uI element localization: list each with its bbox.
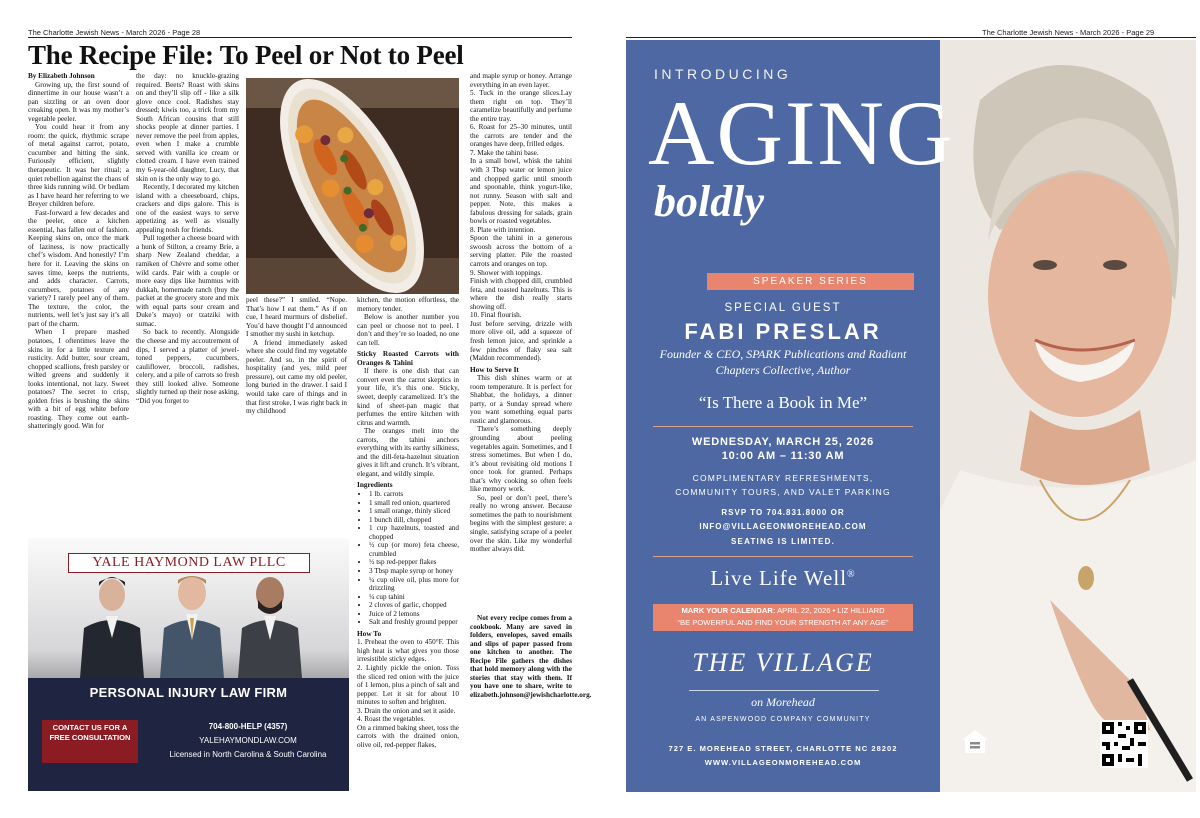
law-firm-banner: PERSONAL INJURY LAW FIRM xyxy=(28,678,349,708)
head-rule xyxy=(28,37,572,38)
step: 2. Lightly pickle the onion. Toss the sliced red onion with the juice of 1 lemon, plus a pinch of salt and pepper. Let it sit for about 10 minutes to soften and brighten. xyxy=(357,663,459,707)
ingredient-item: • 2 cloves of garlic, chopped xyxy=(369,601,459,610)
step: 6. Roast for 25–30 minutes, until the carrots are tender and the oranges have deep, frilled edges. xyxy=(470,123,572,149)
step: On a rimmed baking sheet, toss the carrots with the drained onion, olive oil, red-pepper flakes, xyxy=(357,723,459,749)
article-column-5 xyxy=(470,72,572,612)
paragraph: So back to recently. Alongside the cheese and my accoutrement of dips, I served a platter of jewel-toned peppers, cucumbers, cauliflower, broccoli, radishes, celery, and a pile of carrots so fresh they still looked alive. Someone slightly turned up their nose asking, “Did you forget to xyxy=(136,328,240,405)
paragraph: Recently, I decorated my kitchen island with a cheeseboard, chips, crackers and dips galore. This is one of the easiest ways to serve appetizing as well as visually appealing nosh for friends. xyxy=(136,183,239,234)
step: In a small bowl, whisk the tahini with 3 Tbsp water or lemon juice and chopped garlic until smooth and spoonable, think yogurt-like, not runny. Season with salt and pepper. Note, this makes a fabulous dressing for salads, grain bowls or roasted vegetables. xyxy=(470,157,572,226)
ingredient-item: • 1 small orange, thinly sliced xyxy=(369,507,459,516)
paragraph: Below is another number you can peel or choose not to peel. I don’t and they’re so loaded, no one can tell. xyxy=(357,313,459,347)
village-ad[interactable] xyxy=(626,40,1196,792)
step: 8. Plate with intention. xyxy=(470,225,536,234)
article-column-4 xyxy=(357,296,459,792)
event-time-line: 10:00 AM – 11:30 AM xyxy=(721,450,845,462)
law-phone[interactable]: 704-800-HELP (4357) xyxy=(208,722,288,731)
ingredient-item: • 1 small red onion, quartered xyxy=(369,499,459,508)
equal-housing-icon xyxy=(960,727,990,757)
smiling-woman-image xyxy=(940,40,1196,792)
consultation-button[interactable]: CONTACT US FOR A FREE CONSULTATION xyxy=(42,720,138,763)
special-guest-label: SPECIAL GUEST xyxy=(724,302,842,314)
aspenwood-line: AN ASPENWOOD COMPANY COMMUNITY xyxy=(695,716,871,723)
amenities-line-2: COMMUNITY TOURS, AND VALET PARKING xyxy=(675,487,891,497)
ingredient-item: • 3 Tbsp maple syrup or honey xyxy=(369,567,459,576)
ingredient-item: • ¼ cup tahini xyxy=(369,593,459,602)
paragraph: If there is one dish that can convert even the carrot skeptics in your life, it’s this one. Sticky, sweet, deeply caramelized. It’s the kind of sheet-pan magic that perfumes the entire kitchen with citrus and warmth. xyxy=(357,367,459,427)
live-life-well-text: Live Life Well xyxy=(710,566,848,590)
paragraph: Pull together a cheese board with a hunk of Stilton, a creamy Brie, a sharp New Zealand cheddar, a ramiken of Chèvre and some other wild cards. Pair with a couple or more easy dips like hummus with dukkah, homemade ranch (buy the packet at the grocery store and mix with equal parts sour cream and Duke’s mayo) or tzatziki with sumac. xyxy=(136,234,239,328)
article-column-2 xyxy=(136,72,239,532)
speaker-name: FABI PRESLAR xyxy=(684,319,882,344)
law-website[interactable]: YALEHAYMONDLAW.COM xyxy=(199,736,297,745)
recipe-title: Sticky Roasted Carrots with Oranges & Tahini xyxy=(357,349,459,367)
ad-photo-area xyxy=(28,538,349,678)
serve-heading: How to Serve It xyxy=(470,364,519,374)
law-firm-ad[interactable] xyxy=(28,538,349,791)
step: and maple syrup or honey. Arrange everything in an even layer. xyxy=(470,72,572,89)
ingredient-item: • 1 bunch dill, chopped xyxy=(369,516,459,525)
footer-note: Not every recipe comes from a cookbook. Many are saved in folders, envelopes, saved emails and slips of paper passed from one kitchen to another. The Recipe File gathers the dishes that hold memory along with the stories that stay with them. If you have one to share, write to elizabeth.johnson@jewishcharlotte.org. xyxy=(470,614,592,699)
paragraph: This dish shines warm or at room temperature. It is perfect for Shabbat, the holidays, a dinner party, or a Sunday spread where you want something equal parts rustic and glamorous. xyxy=(470,374,572,425)
speaker-series-bar: SPEAKER SERIES xyxy=(707,273,914,290)
step: 1. Preheat the oven to 450°F. This high heat is what gives you those irresistible sticky edges. xyxy=(357,638,459,664)
mark-calendar-box xyxy=(653,604,913,631)
divider xyxy=(653,426,913,427)
address-line: 727 E. MOREHEAD STREET, CHARLOTTE NC 28202 xyxy=(668,744,898,753)
how-to-heading: How To xyxy=(357,628,382,638)
village-logo xyxy=(626,648,940,678)
step: Spoon the tahini in a generous swoosh across the bottom of a serving platter. Pile the roasted carrots and oranges on top. xyxy=(470,234,572,269)
article-column-1 xyxy=(28,72,129,532)
on-morehead: on Morehead xyxy=(751,695,815,709)
step: 7. Make the tahini base. xyxy=(470,148,539,157)
rsvp-phone[interactable]: RSVP TO 704.831.8000 OR xyxy=(721,508,845,517)
speaker-role: Founder & CEO, SPARK Publications and Radiant Chapters Collective, Author xyxy=(659,347,907,377)
village-address xyxy=(626,742,940,770)
step: Finish with chopped dill, crumbled feta, and toasted hazelnuts. This is where the dish really starts showing off. xyxy=(470,277,572,311)
registered-mark: ® xyxy=(847,569,856,580)
article-title: The Recipe File: To Peel or Not to Peel xyxy=(28,40,464,70)
ingredients-list xyxy=(357,490,459,627)
law-firm-logo: YALE HAYMOND LAW PLLC xyxy=(68,553,310,573)
mark-calendar-line-2: “BE POWERFUL AND FIND YOUR STRENGTH AT ANY AGE” xyxy=(677,618,889,627)
law-contact-area xyxy=(28,708,349,791)
amenities-line-1: COMPLIMENTARY REFRESHMENTS, xyxy=(692,473,874,483)
ad-boldly: boldly xyxy=(654,177,764,226)
attorneys-photo xyxy=(28,538,349,678)
rsvp-email[interactable]: INFO@VILLAGEONMOREHEAD.COM xyxy=(699,522,867,531)
logo-rule xyxy=(689,690,879,691)
paragraph: There’s something deeply grounding about peeling vegetables again. Sometimes, and I stress sometimes. But when I do, it’s about revisiting old motions I once took for granted. Perhaps that’s why cooking so often feels like memory work. xyxy=(470,425,572,494)
qr-code-icon[interactable] xyxy=(1100,720,1148,768)
ingredient-item: • 1 cup hazelnuts, toasted and chopped xyxy=(369,524,459,541)
talk-title: “Is There a Book in Me” xyxy=(698,393,868,412)
ingredient-item: • Salt and freshly ground pepper xyxy=(369,618,459,627)
recipe-photo xyxy=(246,78,459,294)
event-date-line: WEDNESDAY, MARCH 25, 2026 xyxy=(691,436,875,448)
event-date xyxy=(626,435,940,463)
byline: By Elizabeth Johnson xyxy=(28,72,95,80)
ingredients-heading: Ingredients xyxy=(357,480,393,490)
step: 4. Roast the vegetables. xyxy=(357,715,426,724)
running-head: The Charlotte Jewish News - March 2026 - Page 28 xyxy=(28,28,201,37)
ingredient-item: • 1 lb. carrots xyxy=(369,490,459,499)
ingredient-item: • ½ tsp red-pepper flakes xyxy=(369,558,459,567)
ad-portrait-photo xyxy=(940,40,1196,792)
paragraph: Growing up, the first sound of dinnertime in our house wasn’t a pan sizzling or an oven door creaking open. It was my mother’s vegetable peeler. xyxy=(28,80,129,123)
event-amenities xyxy=(626,471,940,499)
article-column-3 xyxy=(246,296,347,532)
step: 9. Shower with toppings. xyxy=(470,268,543,277)
qr-code-pattern xyxy=(1102,722,1146,766)
village-website[interactable]: WWW.VILLAGEONMOREHEAD.COM xyxy=(704,758,862,767)
ingredient-item: • ¼ cup olive oil, plus more for drizzling xyxy=(369,576,459,593)
step: Just before serving, drizzle with more olive oil, add a squeeze of fresh lemon juice, and sprinkle a few pinches of flaky sea salt (Maldon recommended). xyxy=(470,319,572,363)
mark-calendar-line-1 xyxy=(653,605,913,617)
village-logo-text: THE VILLAGE xyxy=(692,648,874,677)
paragraph: Fast-forward a few decades and the peeler, once a kitchen essential, has fallen out of fashion. Keeping skins on, once the mark of laziness, is now practically chef’s wisdom. And honestly? I’m here for it. Leaving the skins on saves time, keeps the nutrients, and adds character. Carrots, cucumbers, potatoes of any variety? I rarely peel any of them. The texture, the color, the nutrients, well let’s just say it’s all part of the charm. xyxy=(28,208,129,328)
step: 5. Tuck in the orange slices.Lay them right on top. They’ll caramelize beautifully and perfume the entire tray. xyxy=(470,89,572,123)
head-rule xyxy=(626,37,1196,38)
recipe-file-note xyxy=(470,614,592,699)
mark-calendar-label: MARK YOUR CALENDAR: xyxy=(681,606,776,615)
step: 3. Drain the onion and set it aside. xyxy=(357,706,456,715)
mark-calendar-detail: APRIL 22, 2026 • LIZ HILLIARD xyxy=(777,606,885,615)
rsvp-info xyxy=(626,506,940,534)
roasted-carrots-image xyxy=(246,78,459,294)
divider xyxy=(653,556,913,557)
live-life-well-title xyxy=(626,566,940,591)
ingredient-item: • ½ cup (or more) feta cheese, crumbled xyxy=(369,541,459,558)
step: 10. Final flourish. xyxy=(470,311,522,320)
law-contact-info xyxy=(148,720,348,762)
law-license: Licensed in North Carolina & South Carolina xyxy=(169,750,327,759)
paragraph: So, peel or don’t peel, there’s really no wrong answer. Because sometimes the path to nourishment begins with the simplest gesture: a single, satisfying scrape of a peeler over the skin. Like my wonderful mother always did. xyxy=(470,493,572,554)
ingredient-item: • Juice of 2 lemons xyxy=(369,610,459,619)
running-head: The Charlotte Jewish News - March 2026 - Page 29 xyxy=(982,28,1155,37)
paragraph: A friend immediately asked where she could find my vegetable peeler. And so, in the spirit of hospitality (and yes, mild peer pressure), out came my old peeler, long buried in the drawer. I said I would take care of things and in that first stroke, I was right back in my childhood xyxy=(246,338,347,416)
paragraph: peel these?” I smiled. “Nope. That’s how I eat them.” As if on cue, I heard murmurs of disbelief. You’d have thought I’d announced I smother my sushi in ketchup. xyxy=(246,296,347,339)
ad-aging: AGING xyxy=(648,82,955,184)
paragraph: kitchen, the motion effortless, the memory tender. xyxy=(357,296,459,313)
seating-note: SEATING IS LIMITED. xyxy=(731,537,835,546)
paragraph: The oranges melt into the carrots, the tahini anchors everything with its earthy silkiness, and the dill-feta-hazelnut situation gives it lift and crunch. It’s vibrant, elegant, and wildly simple. xyxy=(357,427,460,478)
paragraph: the day: no knuckle-grazing required. Beets? Roast with skins on and they’ll slip off - like a silk glove once cool. Radishes stay dressed; kiwis too, a trick from my South African cousins that still shocks people at dinner parties. I never remove the peel from apples, even when I make a crumble served with vanilla ice cream or clotted cream. I have even trained my 6-year-old daughter, Lucy, that skin on is the only way to go. xyxy=(136,72,239,183)
ad-introducing: INTRODUCING xyxy=(654,66,792,82)
paragraph: When I prepare mashed potatoes, I oftentimes leave the skins in for a little texture and rusticity. Add butter, sour cream, chopped scallions, fresh parsley or wilted greens and suddenly it looks intentional, not lazy. Sweet potatoes? The secret to crisp, golden fries is brushing the skins with a bit of egg white before roasting. They come out earth-shatteringly good. Win for xyxy=(28,328,129,431)
paragraph: You could hear it from any room: the quick, rhythmic scrape of metal against carrot, potato, cucumber and hitting the sink. Furiously efficient, slightly therapeutic. It was her ritual; a quiet rebellion against the chaos of three kids running wild. Or bedlam as I have heard her referring to we Breyer children before. xyxy=(28,123,130,209)
